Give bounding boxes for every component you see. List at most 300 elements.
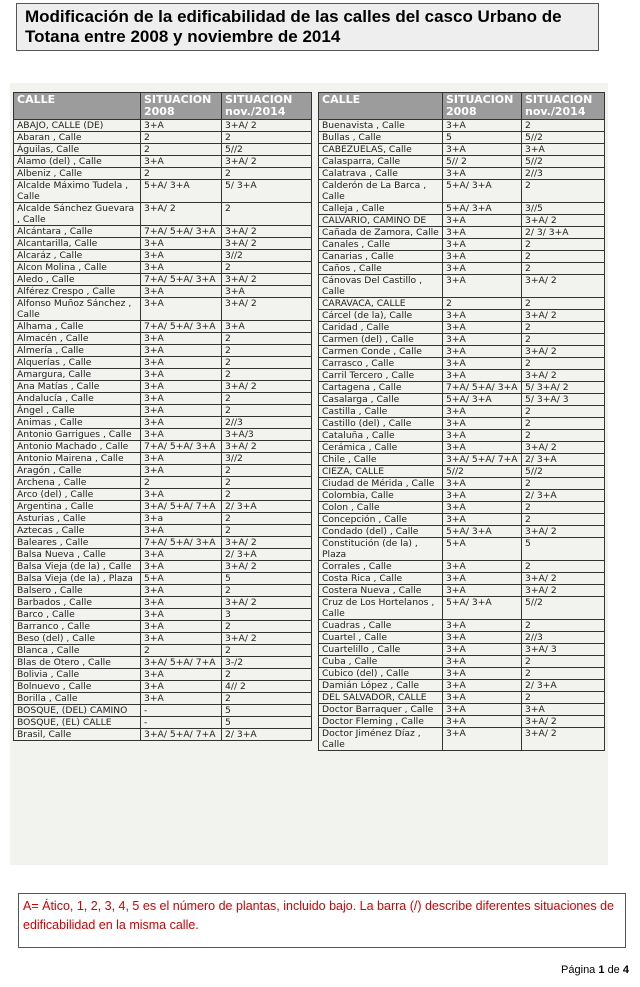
situacion-2008-cell: 3+A: [141, 156, 222, 168]
situacion-2014-cell: 2: [222, 203, 312, 226]
table-row: [14, 144, 312, 156]
situacion-2008-cell: 3+A: [443, 215, 522, 227]
header-situacion-2008: SITUACION 2008: [141, 93, 222, 120]
situacion-2008-cell: 3+A: [141, 298, 222, 321]
street-name-cell: Andalucía , Calle: [14, 393, 141, 405]
situacion-2008-cell: 3+A: [141, 120, 222, 132]
situacion-2014-cell: 2: [222, 693, 312, 705]
street-name-cell: Cubico (del) , Calle: [319, 668, 443, 680]
situacion-2008-cell: 3+A: [443, 418, 522, 430]
table-row: [14, 705, 312, 717]
situacion-2008-cell: 2: [141, 144, 222, 156]
situacion-2008-cell: 3+A: [443, 573, 522, 585]
situacion-2008-cell: 5+A: [141, 573, 222, 585]
situacion-2008-cell: -: [141, 705, 222, 717]
street-name-cell: Argentina , Calle: [14, 501, 141, 513]
situacion-2008-cell: -: [141, 717, 222, 729]
table-row: [14, 156, 312, 168]
street-name-cell: Borilla , Calle: [14, 693, 141, 705]
situacion-2014-cell: 5//2: [522, 132, 605, 144]
situacion-2014-cell: 2: [222, 262, 312, 274]
situacion-2014-cell: 2: [222, 369, 312, 381]
situacion-2008-cell: 7+A/ 5+A/ 3+A: [443, 382, 522, 394]
header-situacion-2014: SITUACION nov./2014: [522, 93, 605, 120]
header-calle: CALLE: [319, 93, 443, 120]
situacion-2008-cell: 3+a: [141, 513, 222, 525]
street-name-cell: Costa Rica , Calle: [319, 573, 443, 585]
situacion-2014-cell: 2: [222, 645, 312, 657]
table-row: [14, 609, 312, 621]
situacion-2008-cell: 3+A: [443, 442, 522, 454]
table-row: [14, 417, 312, 429]
footer-page-number: 1: [598, 964, 605, 976]
situacion-2014-cell: 2: [222, 405, 312, 417]
situacion-2008-cell: 3+A: [141, 561, 222, 573]
situacion-2008-cell: 5+A/ 3+A: [443, 526, 522, 538]
table-row: [14, 180, 312, 203]
situacion-2014-cell: 2: [222, 345, 312, 357]
situacion-2008-cell: 3+A: [443, 430, 522, 442]
situacion-2008-cell: 7+A/ 5+A/ 3+A: [141, 441, 222, 453]
street-table-left: [13, 92, 312, 741]
situacion-2014-cell: 3: [222, 609, 312, 621]
table-row: [319, 251, 605, 263]
situacion-2014-cell: 3//2: [222, 453, 312, 465]
table-row: [14, 489, 312, 501]
situacion-2014-cell: 3+A/ 2: [522, 215, 605, 227]
situacion-2008-cell: 3+A: [443, 716, 522, 728]
table-row: [14, 381, 312, 393]
table-row: [14, 132, 312, 144]
street-name-cell: Cuba , Calle: [319, 656, 443, 668]
situacion-2014-cell: 3-/2: [222, 657, 312, 669]
situacion-2014-cell: 5: [522, 538, 605, 561]
situacion-2014-cell: 2: [522, 668, 605, 680]
situacion-2014-cell: 3+A/ 2: [222, 156, 312, 168]
street-name-cell: Carril Tercero , Calle: [319, 370, 443, 382]
street-name-cell: CALVARIO, CAMINO DE: [319, 215, 443, 227]
situacion-2008-cell: 3+A: [141, 453, 222, 465]
table-row: [319, 203, 605, 215]
table-row: [14, 429, 312, 441]
street-name-cell: Blas de Otero , Calle: [14, 657, 141, 669]
situacion-2008-cell: 3+A/ 5+A/ 7+A: [141, 657, 222, 669]
street-name-cell: Baleares , Calle: [14, 537, 141, 549]
situacion-2008-cell: 3+A: [443, 728, 522, 751]
table-row: [14, 441, 312, 453]
street-name-cell: Colombia, Calle: [319, 490, 443, 502]
table-row: [319, 370, 605, 382]
situacion-2008-cell: 3+A: [443, 144, 522, 156]
table-row: [14, 681, 312, 693]
street-name-cell: Costera Nueva , Calle: [319, 585, 443, 597]
table-row: [14, 168, 312, 180]
situacion-2014-cell: 2: [222, 621, 312, 633]
situacion-2008-cell: 3+A: [443, 322, 522, 334]
situacion-2014-cell: 2: [222, 669, 312, 681]
street-name-cell: Bolivia , Calle: [14, 669, 141, 681]
footer-of: de: [607, 964, 620, 976]
table-row: [319, 382, 605, 394]
situacion-2008-cell: 2: [443, 298, 522, 310]
footer-page-total: 4: [622, 964, 629, 976]
situacion-2014-cell: 2/ 3+A: [222, 729, 312, 741]
situacion-2008-cell: 5//2: [443, 466, 522, 478]
situacion-2008-cell: 7+A/ 5+A/ 3+A: [141, 537, 222, 549]
table-row: [14, 657, 312, 669]
table-row: [14, 645, 312, 657]
street-name-cell: Aztecas , Calle: [14, 525, 141, 537]
situacion-2014-cell: 2: [522, 406, 605, 418]
street-name-cell: Barranco , Calle: [14, 621, 141, 633]
situacion-2014-cell: 3+A/ 2: [222, 441, 312, 453]
street-name-cell: Alcántara , Calle: [14, 226, 141, 238]
situacion-2008-cell: 3+A: [141, 681, 222, 693]
situacion-2014-cell: 2: [522, 298, 605, 310]
table-row: [319, 358, 605, 370]
table-row: [14, 120, 312, 132]
situacion-2008-cell: 3+A/ 5+A/ 7+A: [443, 454, 522, 466]
situacion-2014-cell: 3+A/ 2: [522, 275, 605, 298]
street-name-cell: Calatrava , Calle: [319, 168, 443, 180]
table-row: [319, 275, 605, 298]
table-row: [14, 345, 312, 357]
street-name-cell: Cañada de Zamora, Calle: [319, 227, 443, 239]
street-name-cell: Carrasco , Calle: [319, 358, 443, 370]
situacion-2008-cell: 3+A: [443, 370, 522, 382]
street-name-cell: Beso (del) , Calle: [14, 633, 141, 645]
situacion-2008-cell: 5+A/ 3+A: [443, 597, 522, 620]
situacion-2008-cell: 3+A: [141, 609, 222, 621]
street-name-cell: Blanca , Calle: [14, 645, 141, 657]
table-row: [319, 573, 605, 585]
street-name-cell: Cánovas Del Castillo , Calle: [319, 275, 443, 298]
street-name-cell: Antonio Machado , Calle: [14, 441, 141, 453]
situacion-2008-cell: 2: [141, 132, 222, 144]
street-name-cell: Calleja , Calle: [319, 203, 443, 215]
table-row: [319, 692, 605, 704]
street-name-cell: BOSQUE, (DEL) CAMINO: [14, 705, 141, 717]
situacion-2014-cell: 3+A/ 2: [522, 716, 605, 728]
situacion-2014-cell: 2: [522, 514, 605, 526]
situacion-2014-cell: 3+A: [522, 704, 605, 716]
table-row: [319, 168, 605, 180]
table-row: [14, 333, 312, 345]
situacion-2008-cell: 3+A: [443, 346, 522, 358]
header-situacion-2014: SITUACION nov./2014: [222, 93, 312, 120]
situacion-2008-cell: 3+A: [443, 275, 522, 298]
table-row: [14, 597, 312, 609]
situacion-2008-cell: 3+A: [141, 357, 222, 369]
situacion-2014-cell: 2: [522, 430, 605, 442]
situacion-2014-cell: 2: [522, 358, 605, 370]
table-row: [14, 393, 312, 405]
table-row: [319, 406, 605, 418]
page-footer: [561, 964, 629, 976]
situacion-2014-cell: 5/ 3+A/ 2: [522, 382, 605, 394]
street-name-cell: Constitución (de la) , Plaza: [319, 538, 443, 561]
street-name-cell: Cárcel (de la), Calle: [319, 310, 443, 322]
table-row: [319, 156, 605, 168]
situacion-2008-cell: 3+A: [141, 621, 222, 633]
situacion-2008-cell: 3+A: [141, 633, 222, 645]
situacion-2008-cell: 3+A: [141, 693, 222, 705]
table-row: [14, 537, 312, 549]
situacion-2014-cell: 2/ 3+A: [222, 501, 312, 513]
street-name-cell: CIEZA, CALLE: [319, 466, 443, 478]
table-row: [319, 120, 605, 132]
street-name-cell: Cruz de Los Hortelanos , Calle: [319, 597, 443, 620]
situacion-2014-cell: 3+A/3: [222, 429, 312, 441]
situacion-2008-cell: 3+A/ 2: [141, 203, 222, 226]
situacion-2014-cell: 3+A/ 2: [522, 310, 605, 322]
street-name-cell: Amargura, Calle: [14, 369, 141, 381]
situacion-2008-cell: 5+A: [443, 538, 522, 561]
table-row: [14, 669, 312, 681]
street-name-cell: Ciudad de Mérida , Calle: [319, 478, 443, 490]
situacion-2014-cell: 3+A/ 2: [222, 120, 312, 132]
situacion-2014-cell: 3+A/ 2: [222, 633, 312, 645]
situacion-2008-cell: 3+A: [443, 334, 522, 346]
situacion-2014-cell: 2/ 3+A: [522, 454, 605, 466]
situacion-2014-cell: 3+A/ 2: [522, 370, 605, 382]
situacion-2014-cell: 5: [222, 705, 312, 717]
situacion-2008-cell: 3+A: [141, 489, 222, 501]
situacion-2014-cell: 2: [222, 132, 312, 144]
table-row: [14, 203, 312, 226]
table-row: [14, 513, 312, 525]
table-row: [14, 633, 312, 645]
table-row: [319, 298, 605, 310]
situacion-2008-cell: 3+A: [443, 620, 522, 632]
situacion-2014-cell: 3+A/ 2: [522, 526, 605, 538]
situacion-2008-cell: 3+A/ 5+A/ 7+A: [141, 729, 222, 741]
street-name-cell: Cataluña , Calle: [319, 430, 443, 442]
situacion-2014-cell: 5/ 3+A/ 3: [522, 394, 605, 406]
street-name-cell: Alcalde Máximo Tudela , Calle: [14, 180, 141, 203]
table-row: [14, 405, 312, 417]
street-name-cell: Albeniz , Calle: [14, 168, 141, 180]
street-name-cell: Doctor Fleming , Calle: [319, 716, 443, 728]
street-name-cell: Carmen Conde , Calle: [319, 346, 443, 358]
situacion-2014-cell: 3+A/ 2: [522, 346, 605, 358]
situacion-2014-cell: 2/ 3/ 3+A: [522, 227, 605, 239]
street-name-cell: Alquerías , Calle: [14, 357, 141, 369]
street-name-cell: Condado (del) , Calle: [319, 526, 443, 538]
table-row: [319, 680, 605, 692]
street-name-cell: Animas , Calle: [14, 417, 141, 429]
table-row: [14, 298, 312, 321]
table-row: [319, 442, 605, 454]
street-name-cell: Alfonso Muñoz Sánchez , Calle: [14, 298, 141, 321]
table-row: [319, 728, 605, 751]
situacion-2014-cell: 2: [522, 692, 605, 704]
street-name-cell: CABEZUELAS, Calle: [319, 144, 443, 156]
situacion-2008-cell: 3+A: [141, 238, 222, 250]
table-row: [319, 538, 605, 561]
situacion-2014-cell: 3+A/ 2: [522, 573, 605, 585]
situacion-2014-cell: 2: [222, 357, 312, 369]
table-row: [319, 644, 605, 656]
table-row: [319, 430, 605, 442]
street-name-cell: Carmen (del) , Calle: [319, 334, 443, 346]
situacion-2008-cell: 7+A/ 5+A/ 3+A: [141, 321, 222, 333]
situacion-2014-cell: 3+A/ 2: [222, 561, 312, 573]
situacion-2014-cell: 2//3: [522, 168, 605, 180]
situacion-2008-cell: 3+A: [443, 263, 522, 275]
situacion-2014-cell: 3+A/ 2: [222, 298, 312, 321]
situacion-2014-cell: 2: [222, 585, 312, 597]
situacion-2014-cell: 3+A/ 2: [522, 585, 605, 597]
situacion-2014-cell: 5: [222, 573, 312, 585]
situacion-2014-cell: 2: [222, 513, 312, 525]
street-name-cell: Damián López , Calle: [319, 680, 443, 692]
situacion-2014-cell: 5//2: [522, 466, 605, 478]
street-name-cell: Barbados , Calle: [14, 597, 141, 609]
page-title: Modificación de la edificabilidad de las calles del casco Urbano de Totana entre 2008 y noviembre de 2014: [16, 3, 599, 51]
street-name-cell: Alcaráz , Calle: [14, 250, 141, 262]
situacion-2014-cell: 3+A: [222, 286, 312, 298]
table-row: [319, 239, 605, 251]
situacion-2014-cell: 2: [522, 418, 605, 430]
table-row: [319, 227, 605, 239]
table-row: [14, 465, 312, 477]
street-name-cell: Barco , Calle: [14, 609, 141, 621]
table-row: [319, 346, 605, 358]
table-row: [14, 549, 312, 561]
table-row: [14, 453, 312, 465]
table-header-row: [14, 93, 312, 120]
street-name-cell: Antonio Garrigues , Calle: [14, 429, 141, 441]
street-table-right: [318, 92, 605, 751]
street-name-cell: Corrales , Calle: [319, 561, 443, 573]
situacion-2008-cell: 3+A: [141, 429, 222, 441]
situacion-2014-cell: 5//2: [522, 597, 605, 620]
street-name-cell: ABAJO, CALLE (DE): [14, 120, 141, 132]
street-name-cell: Balsa Vieja (de la) , Plaza: [14, 573, 141, 585]
situacion-2008-cell: 3+A: [443, 406, 522, 418]
street-name-cell: Asturias , Calle: [14, 513, 141, 525]
table-row: [319, 585, 605, 597]
table-row: [14, 501, 312, 513]
situacion-2014-cell: 3+A/ 2: [222, 238, 312, 250]
table-row: [319, 215, 605, 227]
street-name-cell: Canales , Calle: [319, 239, 443, 251]
situacion-2008-cell: 3+A: [443, 514, 522, 526]
situacion-2008-cell: 3+A: [141, 417, 222, 429]
street-name-cell: Brasil, Calle: [14, 729, 141, 741]
table-row: [319, 597, 605, 620]
situacion-2008-cell: 3+A: [141, 549, 222, 561]
situacion-2008-cell: 2: [141, 168, 222, 180]
situacion-2008-cell: 3+A: [141, 333, 222, 345]
situacion-2008-cell: 3+A: [141, 585, 222, 597]
situacion-2008-cell: 5+A/ 3+A: [443, 394, 522, 406]
situacion-2014-cell: 2: [522, 180, 605, 203]
situacion-2008-cell: 3+A: [443, 120, 522, 132]
situacion-2014-cell: 3+A/ 2: [222, 597, 312, 609]
street-name-cell: Castillo (del) , Calle: [319, 418, 443, 430]
situacion-2014-cell: 4// 2: [222, 681, 312, 693]
street-name-cell: Almacén , Calle: [14, 333, 141, 345]
situacion-2014-cell: 2: [522, 322, 605, 334]
street-name-cell: Casalarga , Calle: [319, 394, 443, 406]
situacion-2008-cell: 3+A: [443, 561, 522, 573]
footer-label: Página: [561, 964, 596, 976]
street-name-cell: Balsero , Calle: [14, 585, 141, 597]
street-name-cell: Cuartel , Calle: [319, 632, 443, 644]
situacion-2008-cell: 3+A: [141, 286, 222, 298]
situacion-2014-cell: 2//3: [522, 632, 605, 644]
street-name-cell: Caridad , Calle: [319, 322, 443, 334]
situacion-2014-cell: 5//2: [222, 144, 312, 156]
situacion-2014-cell: 3+A/ 2: [222, 274, 312, 286]
situacion-2008-cell: 3+A: [141, 669, 222, 681]
table-row: [319, 144, 605, 156]
street-name-cell: Álamo (del) , Calle: [14, 156, 141, 168]
situacion-2014-cell: 2/ 3+A: [222, 549, 312, 561]
street-name-cell: Bullas , Calle: [319, 132, 443, 144]
situacion-2008-cell: 3+A: [443, 692, 522, 704]
street-name-cell: Cuadras , Calle: [319, 620, 443, 632]
table-row: [14, 238, 312, 250]
street-name-cell: Concepción , Calle: [319, 514, 443, 526]
table-row: [319, 310, 605, 322]
street-name-cell: Alcon Molina , Calle: [14, 262, 141, 274]
table-row: [14, 274, 312, 286]
street-name-cell: Alférez Crespo , Calle: [14, 286, 141, 298]
situacion-2014-cell: 5//2: [522, 156, 605, 168]
situacion-2014-cell: 3+A: [222, 321, 312, 333]
table-row: [319, 334, 605, 346]
street-name-cell: Aragón , Calle: [14, 465, 141, 477]
table-row: [319, 478, 605, 490]
street-name-cell: Ángel , Calle: [14, 405, 141, 417]
situacion-2008-cell: 3+A: [141, 393, 222, 405]
situacion-2008-cell: 3+A: [443, 310, 522, 322]
table-row: [14, 585, 312, 597]
situacion-2008-cell: 3+A: [141, 597, 222, 609]
situacion-2014-cell: 2: [522, 251, 605, 263]
table-row: [14, 717, 312, 729]
street-name-cell: Archena , Calle: [14, 477, 141, 489]
situacion-2008-cell: 3+A: [141, 262, 222, 274]
street-name-cell: Antonio Mairena , Calle: [14, 453, 141, 465]
situacion-2008-cell: 3+A: [141, 369, 222, 381]
street-name-cell: Alcalde Sánchez Guevara , Calle: [14, 203, 141, 226]
header-situacion-2008: SITUACION 2008: [443, 93, 522, 120]
situacion-2014-cell: 2: [222, 465, 312, 477]
situacion-2008-cell: 3+A: [141, 465, 222, 477]
street-name-cell: Ana Matías , Calle: [14, 381, 141, 393]
situacion-2008-cell: 3+A: [443, 668, 522, 680]
table-row: [319, 668, 605, 680]
street-name-cell: Aledo , Calle: [14, 274, 141, 286]
scanned-table-image: [10, 83, 608, 865]
table-row: [14, 357, 312, 369]
situacion-2008-cell: 3+A: [443, 585, 522, 597]
street-name-cell: Balsa Nueva , Calle: [14, 549, 141, 561]
situacion-2008-cell: 3+A: [443, 478, 522, 490]
situacion-2014-cell: 2: [522, 478, 605, 490]
table-row: [319, 490, 605, 502]
table-row: [319, 263, 605, 275]
situacion-2008-cell: 3+A: [443, 251, 522, 263]
situacion-2008-cell: 3+A: [443, 656, 522, 668]
street-name-cell: Balsa Vieja (de la) , Calle: [14, 561, 141, 573]
situacion-2014-cell: 2/ 3+A: [522, 490, 605, 502]
table-row: [319, 632, 605, 644]
